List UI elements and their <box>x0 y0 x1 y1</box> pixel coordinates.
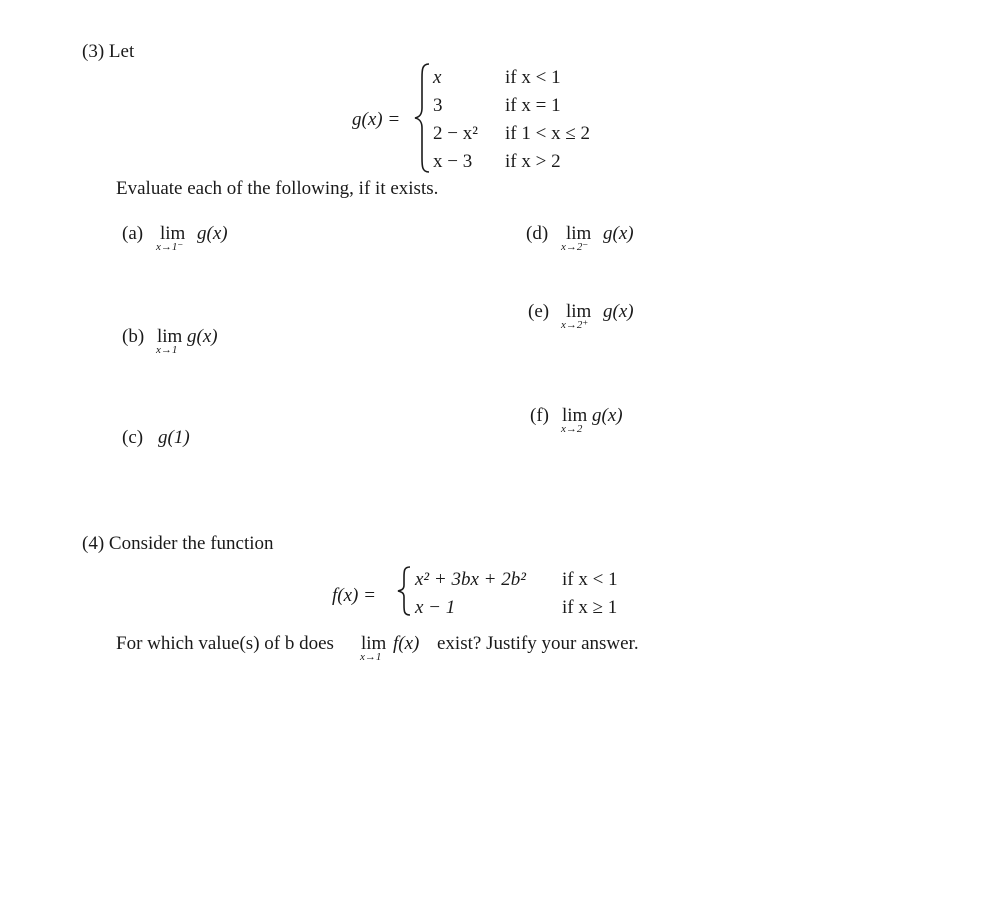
g-case-2-cond: if x = 1 <box>505 95 561 116</box>
part-d-expr: g(x) <box>603 223 634 244</box>
part-e-lim: lim <box>566 301 592 322</box>
part-a-expr: g(x) <box>197 223 228 244</box>
f-function-lhs: f(x) = <box>332 585 376 606</box>
part-b-lim: lim <box>157 326 183 347</box>
question-start: For which value(s) of b does <box>116 633 334 654</box>
g-cases-brace <box>413 62 431 174</box>
part-c-label: (c) <box>122 427 144 448</box>
part-f-lim: lim <box>562 405 588 426</box>
part-d-sub: x→2⁻ <box>561 241 589 253</box>
question-lim: lim <box>361 633 387 654</box>
part-c-expr: g(1) <box>158 427 190 448</box>
f-case-2-cond: if x ≥ 1 <box>562 597 618 618</box>
question-sub: x→1 <box>360 651 382 663</box>
g-function-lhs: g(x) = <box>352 109 401 130</box>
g-case-4-cond: if x > 2 <box>505 151 561 172</box>
part-f-label: (f) <box>530 405 549 426</box>
problem-4-heading: (4) Consider the function <box>82 533 274 554</box>
g-case-4-expr: x − 3 <box>433 151 473 172</box>
f-cases-brace <box>396 565 412 617</box>
problem-3-instruction: Evaluate each of the following, if it exists. <box>116 178 439 199</box>
f-case-2-expr: x − 1 <box>415 597 456 618</box>
g-case-1-cond: if x < 1 <box>505 67 561 88</box>
g-case-3-expr: 2 − x² <box>433 123 478 144</box>
f-case-1-expr: x² + 3bx + 2b² <box>415 569 526 590</box>
part-b-label: (b) <box>122 326 145 347</box>
part-a-label: (a) <box>122 223 144 244</box>
part-f-sub: x→2 <box>561 423 583 435</box>
g-case-2-expr: 3 <box>433 95 443 116</box>
part-e-label: (e) <box>528 301 550 322</box>
part-b-sub: x→1 <box>156 344 178 356</box>
question-expr: f(x) <box>393 633 420 654</box>
g-case-1-expr: x <box>433 67 442 88</box>
question-end: exist? Justify your answer. <box>437 633 639 654</box>
part-d-label: (d) <box>526 223 549 244</box>
part-f-expr: g(x) <box>592 405 623 426</box>
part-b-expr: g(x) <box>187 326 218 347</box>
part-e-sub: x→2⁺ <box>561 319 589 331</box>
part-d-lim: lim <box>566 223 592 244</box>
g-case-3-cond: if 1 < x ≤ 2 <box>505 123 590 144</box>
part-a-lim: lim <box>160 223 186 244</box>
part-e-expr: g(x) <box>603 301 634 322</box>
f-case-1-cond: if x < 1 <box>562 569 618 590</box>
part-a-sub: x→1⁻ <box>156 241 184 253</box>
problem-3-heading: (3) Let <box>82 41 135 62</box>
